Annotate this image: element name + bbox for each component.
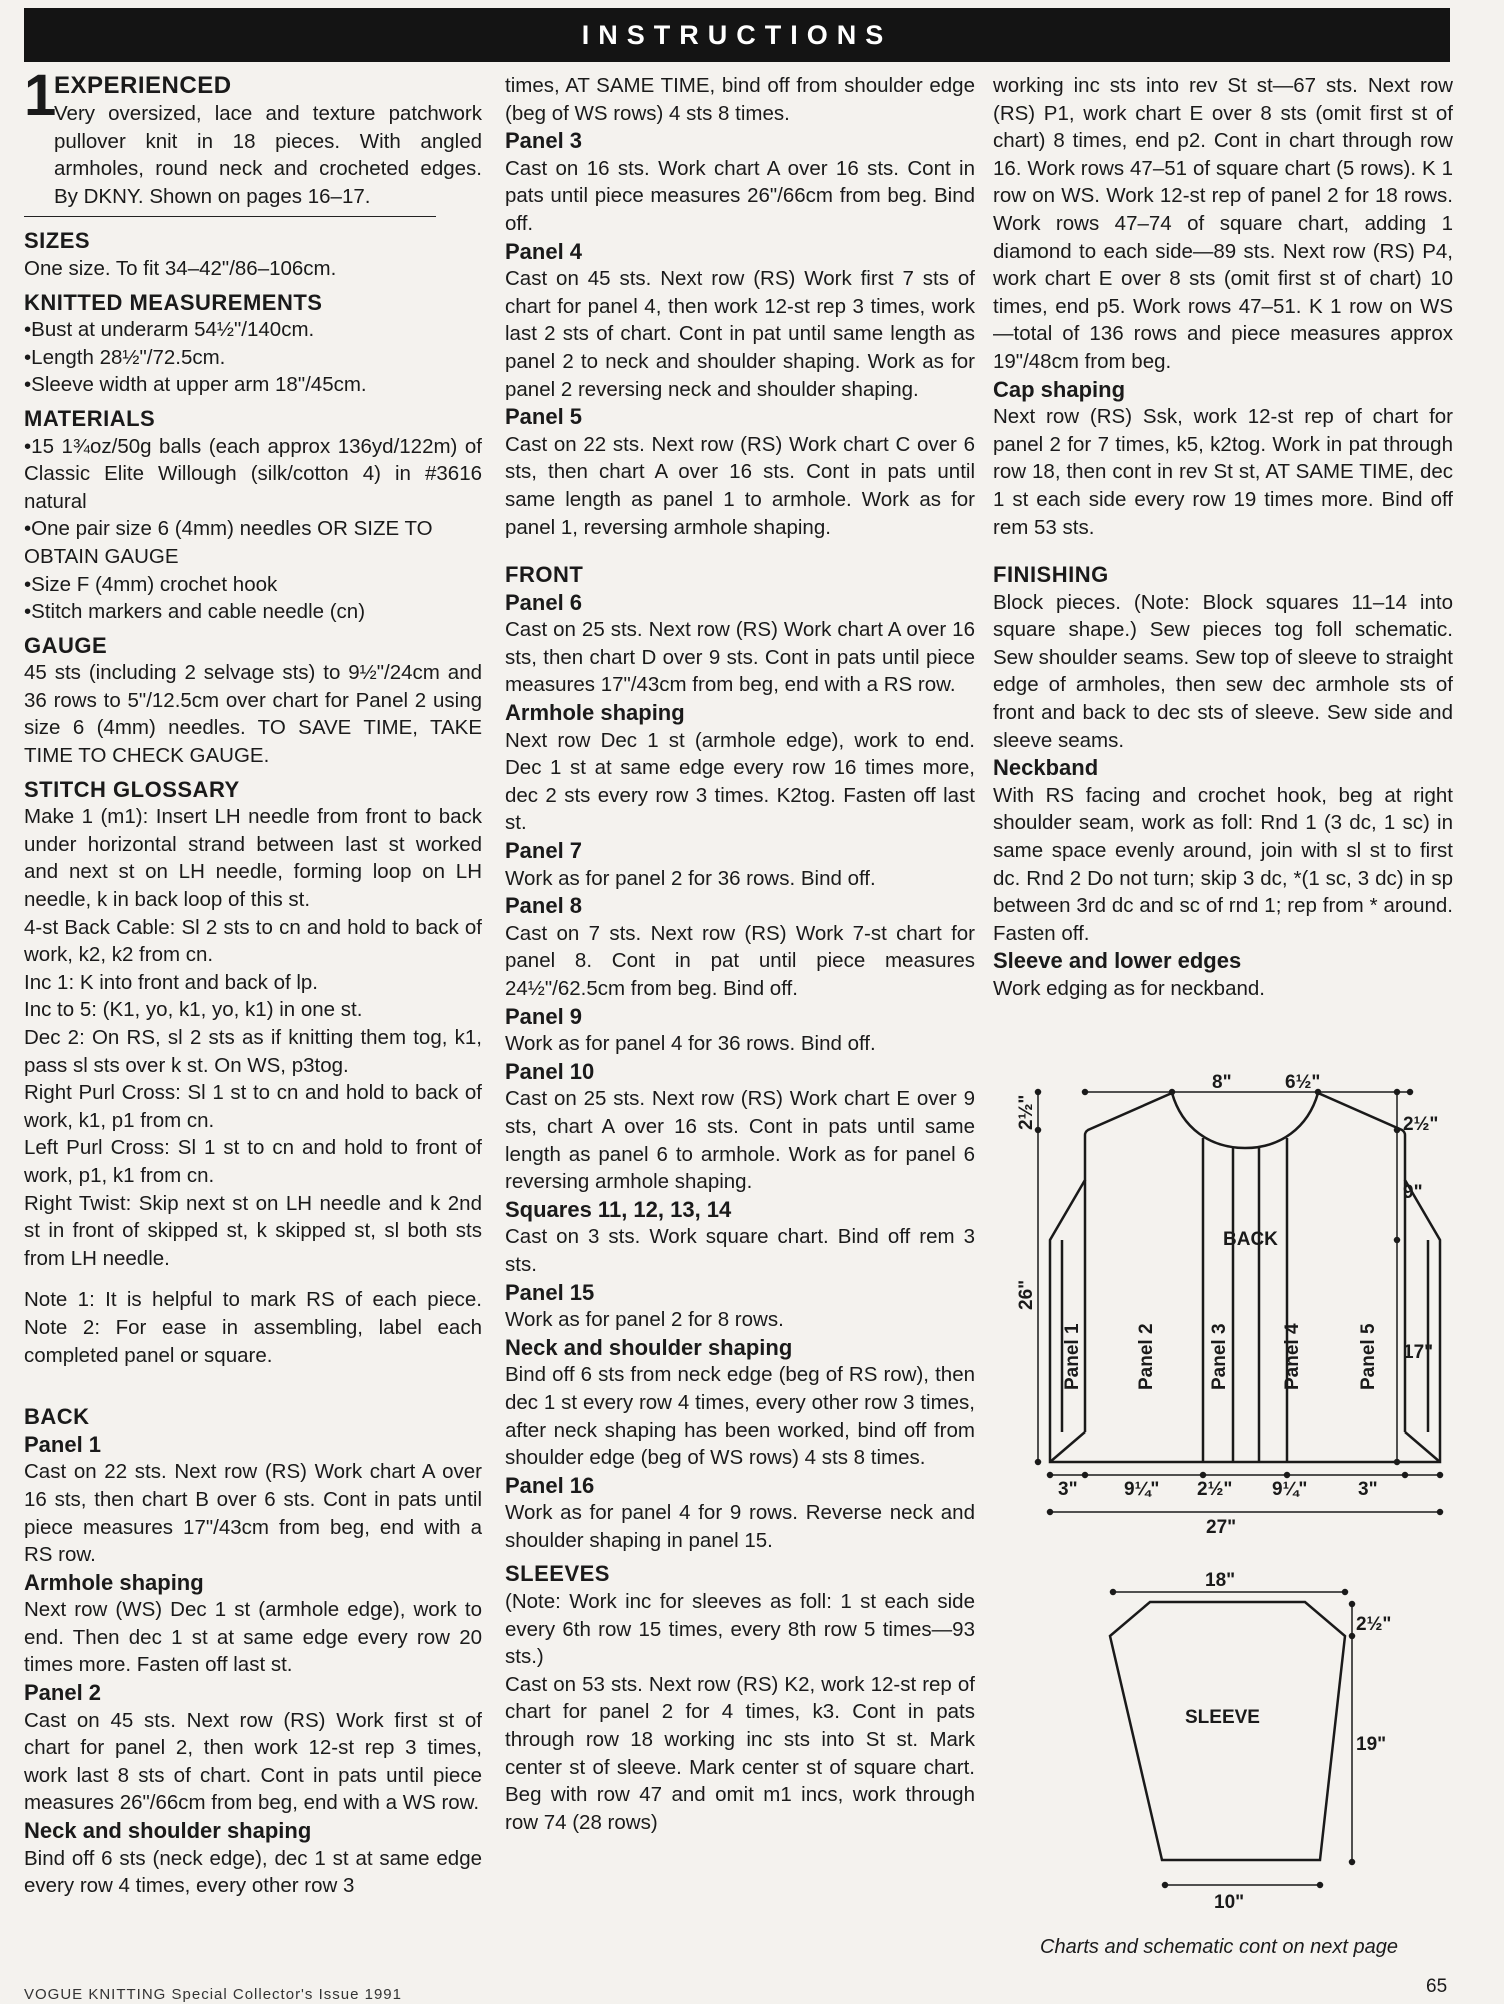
back-heading: BACK <box>24 1404 90 1430</box>
glossary-item: Right Purl Cross: Sl 1 st to cn and hold to back of work, k1, p1 from cn. <box>24 1081 482 1132</box>
panel-seam <box>1405 1432 1440 1462</box>
measurements-heading: KNITTED MEASUREMENTS <box>24 289 323 315</box>
measurement-item: •Sleeve width at upper arm 18"/45cm. <box>24 373 367 397</box>
back-schematic <box>1050 1093 1440 1462</box>
panel-heading: Squares 11, 12, 13, 14 <box>505 1196 732 1222</box>
subsection-heading: Armhole shaping <box>24 1569 204 1595</box>
skill-level: EXPERIENCED <box>54 72 232 99</box>
page-number: 65 <box>1426 1976 1448 1997</box>
panel-label: Panel 3 <box>1209 1323 1230 1390</box>
glossary-heading: STITCH GLOSSARY <box>24 776 240 802</box>
sleeves-note: (Note: Work inc for sleeves as foll: 1 st each side every 6th row 15 times, every 8th row 5 times—93 sts.) <box>505 1590 975 1669</box>
measurement-item: •Bust at underarm 54½"/140cm. <box>24 318 315 342</box>
dim-sleeve-top: 18" <box>1205 1570 1236 1591</box>
gauge-text: 45 sts (including 2 selvage sts) to 9½"/24cm and 36 rows to 5"/12.5cm over chart for Panel 2 using size 6 (4mm) needles. TO SAVE TIME, TAKE TIME TO CHECK GAUGE. <box>24 661 482 768</box>
instructions-header: INSTRUCTIONS <box>24 8 1450 62</box>
panel-text: Cast on 22 sts. Next row (RS) Work chart A over 16 sts, then chart B over 6 sts. Cont in pats until piece measures 17"/43cm from beg, end with a RS row. <box>24 1460 482 1567</box>
dim-armhole: 9" <box>1403 1182 1423 1203</box>
sizes-text: One size. To fit 34–42"/86–106cm. <box>24 256 337 280</box>
panel-heading: Panel 5 <box>505 404 583 430</box>
panel-heading: Panel 4 <box>505 238 583 264</box>
skill-number: 1 <box>24 63 57 128</box>
material-item: •Stitch markers and cable needle (cn) <box>24 600 366 624</box>
panel-text: Cast on 16 sts. Work chart A over 16 sts. Cont in pats until piece measures 26"/66cm from beg. Bind off. <box>505 156 975 235</box>
continued-text: working inc sts into rev St st—67 sts. Next row (RS) P1, work chart E over 8 sts (omit first st of chart) 8 times, end p2. Cont in chart through row 16. Work rows 47–51 of square chart (5 rows). K 1 row on WS. Work 12-st rep of panel 2 for 18 rows. Work rows 47–74 of square chart, adding 1 diamond to each side—89 sts. Next row (RS) P4, work chart E over 8 sts (omit first st of chart) 10 times, end p5. Work rows 47–51. K 1 row on WS—total of 136 rows and piece measures approx 19"/48cm from beg. <box>993 74 1453 373</box>
intro-text: Very oversized, lace and texture patchwork pullover knit in 18 pieces. With angled armholes, round neck and crocheted edges. By DKNY. Shown on pages 16–17. <box>54 102 482 208</box>
dim-bottom: 2½" <box>1197 1479 1233 1500</box>
panel-label: Panel 5 <box>1358 1323 1379 1390</box>
glossary-item: Dec 2: On RS, sl 2 sts as if knitting them tog, k1, pass sl sts over k st. On WS, p3tog. <box>24 1026 482 1077</box>
sleeve-labels <box>1185 1570 1391 1913</box>
panel-heading: Panel 7 <box>505 838 583 864</box>
panel-text: Bind off 6 sts from neck edge (beg of RS row), then dec 1 st every row 4 times, every other row 3 times, after neck shaping has been worked, bind off from shoulder edge (beg of WS rows) 4 sts 8 times. <box>505 1363 975 1470</box>
sleeve-outline <box>1110 1602 1345 1860</box>
dim-neck: 8" <box>1212 1072 1232 1093</box>
material-item: •One pair size 6 (4mm) needles OR SIZE TO OBTAIN GAUGE <box>24 517 433 568</box>
material-item: •15 1¾oz/50g balls (each approx 136yd/122m) of Classic Elite Willough (silk/cotton 4) in #3616 natural <box>24 434 482 513</box>
panel-text: Cast on 25 sts. Next row (RS) Work chart A over 16 sts, then chart D over 9 sts. Cont in pats until piece measures 17"/43cm from beg, end with a RS row. <box>505 618 975 697</box>
panel-heading: Panel 16 <box>505 1472 595 1498</box>
panel-heading: Panel 9 <box>505 1003 583 1029</box>
panel-label: Panel 1 <box>1062 1323 1083 1390</box>
glossary-item: Make 1 (m1): Insert LH needle from front to back under horizontal strand between last st worked and next st on LH needle, forming loop on LH needle, k in back loop of this st. <box>24 805 482 912</box>
finishing-heading: FINISHING <box>993 562 1109 588</box>
panel-text: Next row (WS) Dec 1 st (armhole edge), work to end. Then dec 1 st at same edge every row 20 times more. Fasten off last st. <box>24 1598 482 1677</box>
notes-text: Note 1: It is helpful to mark RS of each piece. Note 2: For ease in assembling, label each completed panel or square. <box>24 1288 482 1367</box>
panel-text: Cast on 45 sts. Next row (RS) Work first 7 sts of chart for panel 4, then work 12-st rep 3 times, work last 2 sts of chart. Cont in pat until same length as panel 2 to neck and shoulder shaping. Work as for panel 2 reversing neck and shoulder shaping. <box>505 267 975 401</box>
subsection-heading: Neckband <box>993 755 1099 781</box>
dim-bottom: 3" <box>1358 1479 1378 1500</box>
glossary-item: Left Purl Cross: Sl 1 st to cn and hold to front of work, p1, k1 from cn. <box>24 1136 482 1187</box>
glossary-item: 4-st Back Cable: Sl 2 sts to cn and hold to back of work, k2, k2 from cn. <box>24 915 482 967</box>
panel-text: Next row (RS) Ssk, work 12-st rep of chart for panel 2 for 7 times, k5, k2tog. Work in pat through row 18, then cont in rev St st, AT SAME TIME, dec 1 st each side every row 19 times more. Bind off rem 53 sts. <box>993 405 1453 539</box>
panel-text: Work as for panel 4 for 36 rows. Bind off. <box>505 1032 876 1056</box>
panel-heading: Panel 6 <box>505 589 583 615</box>
panel-text: Bind off 6 sts (neck edge), dec 1 st at same edge every row 4 times, every other row 3 <box>24 1846 482 1898</box>
panel-text: Next row Dec 1 st (armhole edge), work to end. Dec 1 st at same edge every row 16 times more, dec 2 sts every row 3 times. K2tog. Fasten off last st. <box>505 728 975 835</box>
glossary-item: Right Twist: Skip next st on LH needle and k 2nd st in front of skipped st, k skipped st, sl both sts from LH needle. <box>24 1191 482 1270</box>
continued-text: times, AT SAME TIME, bind off from shoulder edge (beg of WS rows) 4 sts 8 times. <box>505 74 975 125</box>
dim-height: 26" <box>1016 1279 1037 1310</box>
dim-left-top: 2½" <box>1016 1094 1037 1130</box>
dim-bottom: 3" <box>1058 1479 1078 1500</box>
sleeve-schematic <box>1110 1602 1345 1860</box>
subsection-heading: Armhole shaping <box>505 700 685 726</box>
page-footer: VOGUE KNITTING Special Collector's Issue 1991 <box>24 1986 402 2003</box>
materials-heading: MATERIALS <box>24 405 156 431</box>
panel-text: With RS facing and crochet hook, beg at right shoulder seam, work as foll: Rnd 1 (3 dc, 1 sc) in same space evenly around, join with sl st to first dc. Rnd 2 Do not turn; skip 3 dc, *(1 sc, 3 dc) in sp between 3rd dc and sc of rnd 1; rep from * around. Fasten off. <box>993 783 1453 945</box>
subsection-heading: Neck and shoulder shaping <box>505 1334 793 1360</box>
panel-text: Cast on 53 sts. Next row (RS) K2, work 12-st rep of chart for panel 2 for 4 times, k3. Cont in pats through row 18 working inc sts into St st. Mark center st of sleeve. Mark center st of square chart. Beg with row 47 and omit m1 incs, work through row 74 (28 rows) <box>505 1672 975 1834</box>
sleeve-dimension-lines <box>1111 1590 1355 1888</box>
panel-heading: Panel 3 <box>505 128 583 154</box>
material-item: •Size F (4mm) crochet hook <box>24 572 278 596</box>
panel-text: Work edging as for neckband. <box>993 977 1265 1000</box>
panel-text: Cast on 22 sts. Next row (RS) Work chart C over 6 sts, then chart A over 16 sts. Cont in pats until same length as panel 1 to armhole. Work as for panel 1, reversing armhole shaping. <box>505 432 975 539</box>
measurement-item: •Length 28½"/72.5cm. <box>24 345 226 369</box>
panel-text: Cast on 7 sts. Next row (RS) Work 7-st chart for panel 8. Cont in pat until piece measures 24½"/62.5cm from beg. Bind off. <box>505 921 975 1000</box>
sizes-heading: SIZES <box>24 228 91 254</box>
front-heading: FRONT <box>505 562 584 588</box>
dim-sleeve-length: 19" <box>1356 1734 1387 1755</box>
dim-bottom: 9¼" <box>1124 1479 1160 1500</box>
dim-width: 27" <box>1206 1517 1237 1538</box>
back-outline <box>1050 1093 1440 1462</box>
panel-heading: Panel 10 <box>505 1058 595 1084</box>
panel-text: Work as for panel 4 for 9 rows. Reverse neck and shoulder shaping in panel 15. <box>505 1501 975 1552</box>
panel-text: Work as for panel 2 for 36 rows. Bind off. <box>505 866 876 890</box>
panel-text: Cast on 25 sts. Next row (RS) Work chart E over 9 sts, chart A over 16 sts. Cont in pats until same length as panel 6 to armhole. Work as for panel 6 reversing armhole shaping. <box>505 1087 975 1194</box>
back-dimension-lines <box>1036 1090 1443 1515</box>
dim-right-top: 2½" <box>1403 1114 1439 1135</box>
subsection-heading: Cap shaping <box>993 376 1126 402</box>
glossary-item: Inc 1: K into front and back of lp. <box>24 970 319 994</box>
panel-label: Panel 2 <box>1136 1323 1157 1390</box>
panel-heading: Panel 2 <box>24 1680 102 1706</box>
panel-heading: Panel 15 <box>505 1279 595 1305</box>
panel-heading: Panel 1 <box>24 1431 102 1457</box>
sleeves-heading: SLEEVES <box>505 1561 610 1587</box>
panel-text: Block pieces. (Note: Block squares 11–14 into square shape.) Sew pieces tog foll schematic. Sew shoulder seams. Sew top of sleeve to straight edge of armholes, then sew dec armhole sts of front and back to dec sts of sleeve. Sew side and sleeve seams. <box>993 590 1453 752</box>
dim-body: 17" <box>1403 1342 1434 1363</box>
sleeve-label: SLEEVE <box>1185 1707 1260 1728</box>
glossary-item: Inc to 5: (K1, yo, k1, yo, k1) in one st. <box>24 998 363 1022</box>
subsection-heading: Neck and shoulder shaping <box>24 1818 312 1844</box>
dim-sleeve-cap: 2½" <box>1356 1614 1392 1635</box>
subsection-heading: Sleeve and lower edges <box>993 948 1242 974</box>
dim-shoulder: 6½" <box>1285 1072 1321 1093</box>
panel-text: Work as for panel 2 for 8 rows. <box>505 1308 784 1332</box>
panel-heading: Panel 8 <box>505 893 583 919</box>
panel-seam <box>1050 1432 1085 1462</box>
dim-sleeve-bottom: 10" <box>1214 1892 1245 1913</box>
panel-label: Panel 4 <box>1282 1323 1303 1390</box>
back-label: BACK <box>1223 1229 1278 1250</box>
schematic-caption: Charts and schematic cont on next page <box>1040 1936 1398 1958</box>
panel-text: Cast on 45 sts. Next row (RS) Work first st of chart for panel 2, then work 12-st rep 3 times, work last 8 sts of chart. Cont in pats until piece measures 26"/66cm from beg, end with a WS row. <box>24 1708 482 1815</box>
gauge-heading: GAUGE <box>24 632 108 658</box>
dim-bottom: 9¼" <box>1272 1479 1308 1500</box>
panel-text: Cast on 3 sts. Work square chart. Bind off rem 3 sts. <box>505 1225 975 1276</box>
back-labels <box>1016 1072 1438 1538</box>
